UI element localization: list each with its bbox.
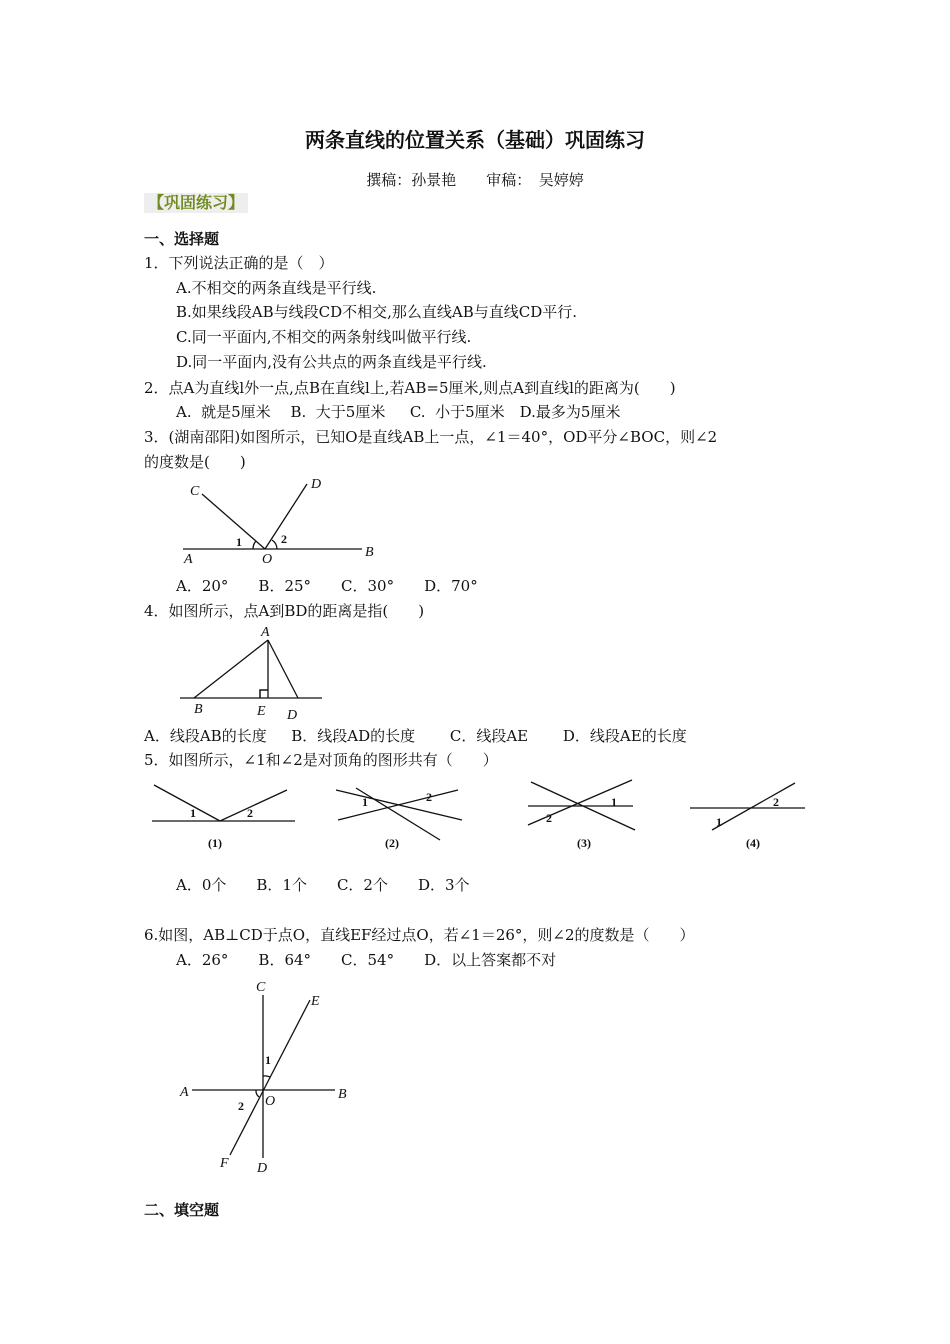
question-6: 6.如图，AB⊥CD于点O，直线EF经过点O，若∠1＝26°，则∠2的度数是（ ） <box>144 926 695 944</box>
label-b: B <box>194 702 203 717</box>
question-5: 5．如图所示，∠1和∠2是对顶角的图形共有（ ） <box>144 751 498 769</box>
figure-q5 <box>152 780 805 850</box>
figure-q3 <box>183 477 374 567</box>
figure-label: 2 <box>773 795 779 809</box>
label-o: O <box>265 1094 276 1109</box>
section-heading-fill: 二、填空题 <box>144 1201 220 1219</box>
angle-1-label: 1 <box>236 535 242 549</box>
angle-1-label: 1 <box>265 1053 271 1067</box>
figure-label: 1 <box>362 795 368 809</box>
authors: 撰稿：孙景艳 审稿： 吴婷婷 <box>366 171 584 189</box>
label-c: C <box>190 484 200 499</box>
question-3-cont: 的度数是( ) <box>144 453 246 471</box>
figure-label: 2 <box>247 806 253 820</box>
question-4: 4．如图所示，点A到BD的距离是指( ) <box>144 602 425 620</box>
caption-3: (3) <box>577 836 591 850</box>
label-a: A <box>261 625 270 640</box>
figure-label: 1 <box>190 806 196 820</box>
q5-options: A．0个 B．1个 C．2个 D．3个 <box>176 876 470 894</box>
figure-label: 1 <box>716 815 722 829</box>
caption-4: (4) <box>746 836 760 850</box>
q3-options: A．20° B．25° C．30° D．70° <box>176 577 478 595</box>
label-a: A <box>180 1085 189 1100</box>
q1-option-b: B.如果线段AB与线段CD不相交,那么直线AB与直线CD平行. <box>176 303 578 321</box>
q1-option-c: C.同一平面内,不相交的两条射线叫做平行线. <box>176 328 472 346</box>
caption-2: (2) <box>385 836 399 850</box>
label-e: E <box>311 994 320 1009</box>
label-a: A <box>184 552 193 567</box>
figure-q4 <box>180 625 322 723</box>
label-b: B <box>365 545 374 560</box>
q2-options: A. 就是5厘米 B. 大于5厘米 C. 小于5厘米 D.最多为5厘米 <box>176 403 621 421</box>
label-d: D <box>311 477 322 492</box>
page-title: 两条直线的位置关系（基础）巩固练习 <box>305 128 645 152</box>
question-2: 2．点A为直线l外一点,点B在直线l上,若AB=5厘米,则点A到直线l的距离为( ) <box>144 379 676 397</box>
figure-q6 <box>179 980 347 1176</box>
section-tag: 【巩固练习】 <box>144 193 248 213</box>
figure-label: 2 <box>426 790 432 804</box>
question-1: 1．下列说法正确的是（ ） <box>144 254 334 272</box>
q4-options: A．线段AB的长度 B．线段AD的长度 C．线段AE D．线段AE的长度 <box>144 727 687 745</box>
label-e: E <box>257 704 266 719</box>
angle-2-label: 2 <box>238 1099 244 1113</box>
q1-option-d: D.同一平面内,没有公共点的两条直线是平行线. <box>176 353 487 371</box>
q6-options: A．26° B．64° C．54° D．以上答案都不对 <box>176 951 557 969</box>
section-heading-choice: 一、选择题 <box>144 230 220 248</box>
label-f: F <box>220 1156 229 1171</box>
caption-1: (1) <box>208 836 222 850</box>
angle-2-label: 2 <box>281 532 287 546</box>
label-c: C <box>256 980 266 995</box>
label-d: D <box>257 1161 268 1176</box>
figure-label: 2 <box>546 811 552 825</box>
q1-option-a: A.不相交的两条直线是平行线. <box>176 279 377 297</box>
figure-label: 1 <box>611 795 617 809</box>
label-b: B <box>338 1087 347 1102</box>
label-d: D <box>287 708 298 723</box>
question-3: 3．(湖南邵阳)如图所示，已知O是直线AB上一点，∠1＝40°，OD平分∠BOC，则∠2 <box>144 428 718 446</box>
label-o: O <box>262 552 273 567</box>
